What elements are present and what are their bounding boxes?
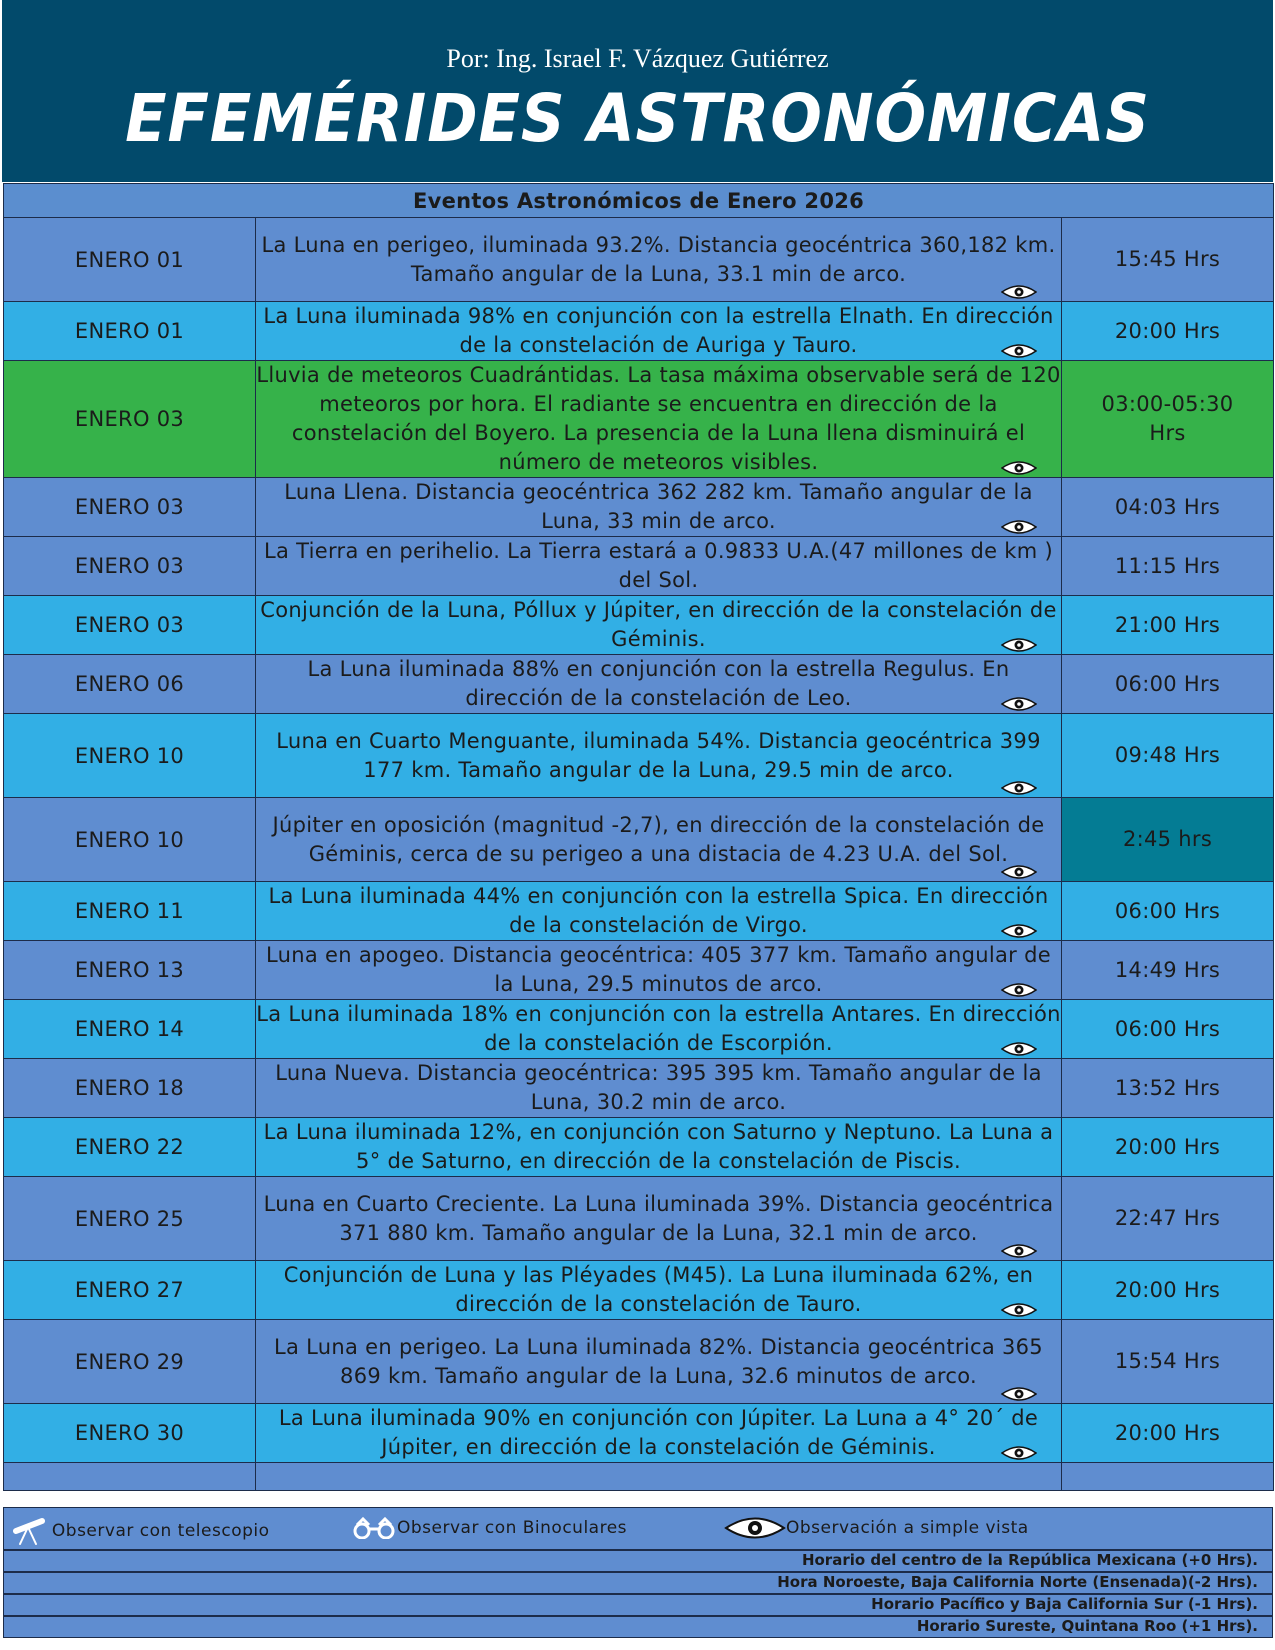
event-description-cell: [256, 1320, 1062, 1404]
eye-icon: [1001, 918, 1037, 934]
event-description-cell: [256, 218, 1062, 302]
events-table: [3, 183, 1274, 1491]
event-date: ENERO 14: [4, 1000, 256, 1059]
legend: [3, 1507, 1273, 1550]
event-description: Luna Nueva. Distancia geocéntrica: 395 395 km. Tamaño angular de la Luna, 30.2 min de arco.: [275, 1061, 1042, 1114]
table-row: [4, 1000, 1274, 1059]
event-time: 06:00 Hrs: [1062, 655, 1274, 714]
event-description: La Luna iluminada 12%, en conjunción con Saturno y Neptuno. La Luna a 5° de Saturno, en dirección de la constelación de Piscis.: [263, 1120, 1054, 1173]
header-banner: [2, 0, 1273, 182]
event-time: 20:00 Hrs: [1062, 1404, 1274, 1463]
table-row: [4, 596, 1274, 655]
table-row: [4, 1320, 1274, 1404]
table-row: [4, 1118, 1274, 1177]
event-time: 22:47 Hrs: [1062, 1177, 1274, 1261]
event-time: 11:15 Hrs: [1062, 537, 1274, 596]
event-description-cell: [256, 1177, 1062, 1261]
event-date: ENERO 01: [4, 302, 256, 361]
eye-icon: [1001, 514, 1037, 530]
event-date: ENERO 13: [4, 941, 256, 1000]
event-date: ENERO 27: [4, 1261, 256, 1320]
eye-icon: [1001, 977, 1037, 993]
event-description: La Luna iluminada 98% en conjunción con la estrella Elnath. En dirección de la constelación de Auriga y Tauro.: [263, 304, 1054, 357]
timezone-note: Hora Noroeste, Baja California Norte (Ensenada)(-2 Hrs).: [3, 1572, 1273, 1594]
table-row: [4, 1059, 1274, 1118]
event-time: 14:49 Hrs: [1062, 941, 1274, 1000]
timezone-note: Horario Pacífico y Baja California Sur (-1 Hrs).: [3, 1594, 1273, 1616]
event-description: La Luna iluminada 90% en conjunción con Júpiter. La Luna a 4° 20´ de Júpiter, en dirección de la constelación de Géminis.: [278, 1406, 1039, 1459]
event-description-cell: [256, 714, 1062, 798]
event-description: Júpiter en oposición (magnitud -2,7), en dirección de la constelación de Géminis, cerca de su perigeo a una distacia de 4.23 U.A. del Sol.: [272, 812, 1045, 866]
event-time: 06:00 Hrs: [1062, 882, 1274, 941]
eye-icon: [1001, 1381, 1037, 1397]
legend-telescope-label: Observar con telescopio: [51, 1521, 270, 1541]
eye-icon: [1001, 455, 1037, 471]
event-time: 15:54 Hrs: [1062, 1320, 1274, 1404]
legend-binoculars-label: Observar con Binoculares: [397, 1518, 628, 1538]
event-description-cell: [256, 1404, 1062, 1463]
table-row: [4, 655, 1274, 714]
legend-naked-eye: [724, 1517, 1029, 1539]
author-line: Por: Ing. Israel F. Vázquez Gutiérrez: [446, 44, 829, 73]
event-date: ENERO 10: [4, 714, 256, 798]
empty-cell: [256, 1463, 1062, 1491]
event-date: ENERO 18: [4, 1059, 256, 1118]
event-time: 20:00 Hrs: [1062, 1261, 1274, 1320]
event-time: 2:45 hrs: [1062, 798, 1274, 882]
event-date: ENERO 30: [4, 1404, 256, 1463]
table-row: [4, 714, 1274, 798]
event-time: 20:00 Hrs: [1062, 1118, 1274, 1177]
event-time: 03:00-05:30 Hrs: [1062, 361, 1274, 478]
eye-icon: [1001, 1036, 1037, 1052]
table-title: Eventos Astronómicos de Enero 2026: [4, 184, 1274, 218]
event-description-cell: [256, 478, 1062, 537]
empty-cell: [4, 1463, 256, 1491]
eye-icon: [1001, 338, 1037, 354]
event-date: ENERO 06: [4, 655, 256, 714]
eye-icon: [1001, 775, 1037, 791]
legend-telescope: [12, 1517, 270, 1545]
event-description: La Luna iluminada 44% en conjunción con la estrella Spica. En dirección de la constelación de Virgo.: [268, 884, 1049, 937]
event-description-cell: [256, 655, 1062, 714]
event-time: 13:52 Hrs: [1062, 1059, 1274, 1118]
event-description-cell: [256, 941, 1062, 1000]
empty-cell: [1062, 1463, 1274, 1491]
eye-icon: [1001, 632, 1037, 648]
event-description-cell: [256, 361, 1062, 478]
event-date: ENERO 03: [4, 361, 256, 478]
event-date: ENERO 03: [4, 596, 256, 655]
event-time: 06:00 Hrs: [1062, 1000, 1274, 1059]
event-time: 20:00 Hrs: [1062, 302, 1274, 361]
table-row: [4, 537, 1274, 596]
event-date: ENERO 03: [4, 537, 256, 596]
event-description: La Luna en perigeo, iluminada 93.2%. Distancia geocéntrica 360,182 km. Tamaño angular de la Luna, 33.1 min de arco.: [261, 232, 1056, 286]
event-description: La Luna iluminada 18% en conjunción con la estrella Antares. En dirección de la constelación de Escorpión.: [256, 1002, 1061, 1055]
event-description: La Luna iluminada 88% en conjunción con la estrella Regulus. En dirección de la constelación de Leo.: [307, 657, 1010, 710]
table-row: [4, 1177, 1274, 1261]
table-row: [4, 1404, 1274, 1463]
event-date: ENERO 22: [4, 1118, 256, 1177]
table-row: [4, 1261, 1274, 1320]
table-row: [4, 941, 1274, 1000]
event-description: Luna Llena. Distancia geocéntrica 362 282 km. Tamaño angular de la Luna, 33 min de arco.: [284, 480, 1033, 533]
table-row: [4, 302, 1274, 361]
event-description-cell: [256, 1261, 1062, 1320]
eye-icon: [1001, 1238, 1037, 1254]
legend-binoculars: [351, 1517, 627, 1539]
legend-naked-eye-label: Observación a simple vista: [786, 1518, 1029, 1538]
event-description: La Luna en perigeo. La Luna iluminada 82%. Distancia geocéntrica 365 869 km. Tamaño angular de la Luna, 32.6 minutos de arco.: [274, 1334, 1043, 1388]
telescope-icon: [12, 1517, 46, 1545]
timezone-note: Horario Sureste, Quintana Roo (+1 Hrs).: [3, 1616, 1273, 1638]
event-description: Conjunción de Luna y las Pléyades (M45). La Luna iluminada 62%, en dirección de la constelación de Tauro.: [283, 1263, 1034, 1316]
event-date: ENERO 10: [4, 798, 256, 882]
eye-icon: [1001, 859, 1037, 875]
event-description: La Tierra en perihelio. La Tierra estará a 0.9833 U.A.(47 millones de km ) del Sol.: [263, 539, 1053, 592]
binoculars-icon: [351, 1517, 397, 1539]
event-time: 15:45 Hrs: [1062, 218, 1274, 302]
eye-icon: [1001, 1297, 1037, 1313]
event-description: Luna en apogeo. Distancia geocéntrica: 405 377 km. Tamaño angular de la Luna, 29.5 minutos de arco.: [266, 943, 1051, 996]
event-description-cell: [256, 882, 1062, 941]
event-description-cell: [256, 1118, 1062, 1177]
event-description-cell: [256, 537, 1062, 596]
event-time: 21:00 Hrs: [1062, 596, 1274, 655]
event-date: ENERO 01: [4, 218, 256, 302]
event-description-cell: [256, 1059, 1062, 1118]
eye-icon: [1001, 691, 1037, 707]
event-description: Luna en Cuarto Menguante, iluminada 54%. Distancia geocéntrica 399 177 km. Tamaño angular de la Luna, 29.5 min de arco.: [276, 728, 1041, 782]
event-date: ENERO 03: [4, 478, 256, 537]
event-description-cell: [256, 302, 1062, 361]
event-time: 09:48 Hrs: [1062, 714, 1274, 798]
eye-icon: [1001, 1440, 1037, 1456]
table-row: [4, 361, 1274, 478]
eye-icon: [1001, 279, 1037, 295]
table-row: [4, 218, 1274, 302]
table-row: [4, 798, 1274, 882]
event-description-cell: [256, 1000, 1062, 1059]
empty-row: [4, 1463, 1274, 1491]
event-description-cell: [256, 596, 1062, 655]
event-date: ENERO 29: [4, 1320, 256, 1404]
table-row: [4, 882, 1274, 941]
event-date: ENERO 11: [4, 882, 256, 941]
event-date: ENERO 25: [4, 1177, 256, 1261]
event-description: Conjunción de la Luna, Póllux y Júpiter, en dirección de la constelación de Géminis.: [260, 598, 1057, 651]
event-description: Lluvia de meteoros Cuadrántidas. La tasa máxima observable será de 120 meteoros por hora. El radiante se encuentra en dirección de la constelación del Boyero. La presencia de la Luna llena disminuirá el número de meteoros visibles.: [256, 363, 1061, 474]
event-time: 04:03 Hrs: [1062, 478, 1274, 537]
table-row: [4, 478, 1274, 537]
event-description: Luna en Cuarto Creciente. La Luna iluminada 39%. Distancia geocéntrica 371 880 km. Tamaño angular de la Luna, 32.1 min de arco.: [263, 1191, 1054, 1245]
event-description-cell: [256, 798, 1062, 882]
eye-icon: [724, 1517, 786, 1539]
page-title: EFEMÉRIDES ASTRONÓMICAS: [125, 80, 1150, 157]
timezone-note: Horario del centro de la República Mexicana (+0 Hrs).: [3, 1550, 1273, 1572]
